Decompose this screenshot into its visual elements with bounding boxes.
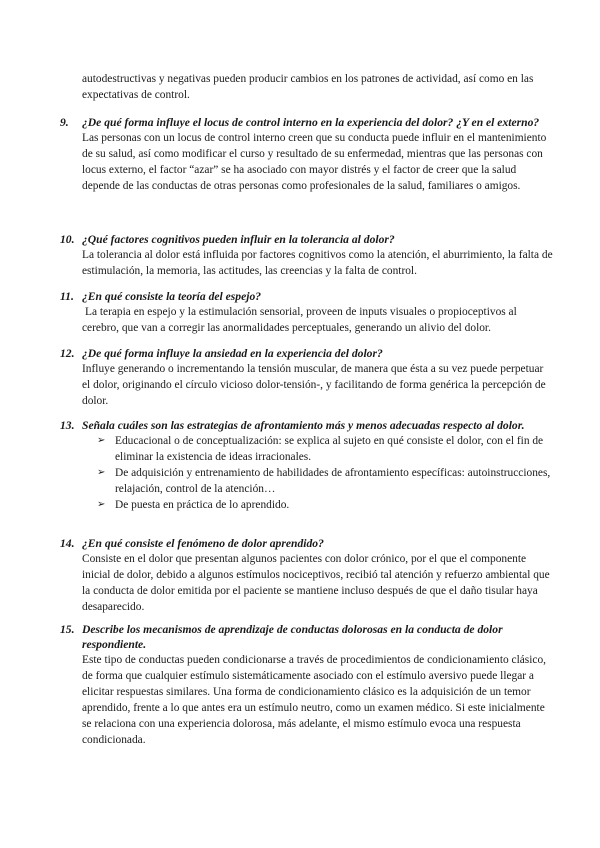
question-title: ¿En qué consiste el fenómeno de dolor aprendido?	[82, 537, 324, 550]
question-heading	[0, 536, 554, 551]
question-answer: Influye generando o incrementando la tensión muscular, de manera que ésta a su vez puede perpetuar el dolor, originando el círculo vicioso dolor-tensión-, y facilitando de forma genérica la percepción de dolor.	[82, 363, 546, 407]
question-10	[0, 232, 600, 279]
question-number: 15.	[60, 623, 75, 636]
question-heading	[0, 622, 554, 652]
question-title: ¿Qué factores cognitivos pueden influir en la tolerancia al dolor?	[82, 233, 395, 246]
arrowhead-bullet-icon: ➢	[97, 435, 106, 446]
question-title: ¿De qué forma influye la ansiedad en la experiencia del dolor?	[82, 347, 383, 360]
strategy-list	[0, 433, 555, 513]
list-item: ➢ De puesta en práctica de lo aprendido.	[97, 499, 290, 511]
question-15	[0, 622, 600, 748]
list-item: ➢ Educacional o de conceptualización: se explica al sujeto en qué consiste el dolor, con el fin de eliminar la existencia de ideas irracionales.	[97, 435, 544, 463]
question-title: Describe los mecanismos de aprendizaje de conductas dolorosas en la conducta de dolor respondiente.	[82, 623, 503, 651]
question-number: 10.	[60, 233, 75, 246]
question-title: Señala cuáles son las estrategias de afrontamiento más y menos adecuadas respecto al dolor.	[82, 419, 525, 432]
question-number: 14.	[60, 537, 75, 550]
question-12	[0, 346, 600, 409]
question-answer: Las personas con un locus de control interno creen que su conducta puede influir en el mantenimiento de su salud, así como modificar el curso y resultado de su enfermedad, mientras que las personas con locus externo, el factor “azar” se ha asociado con mayor distrés y el factor de creer que la salud depende de las conductas de otras personas como profesionales de la salud, familiares o amigos.	[82, 132, 547, 192]
question-heading	[0, 346, 554, 361]
question-11	[0, 289, 600, 336]
question-answer: La tolerancia al dolor está influida por factores cognitivos como la atención, el aburrimiento, la falta de estimulación, la memoria, las actitudes, las creencias y la falta de control.	[82, 249, 553, 277]
arrowhead-bullet-icon: ➢	[97, 499, 106, 510]
question-heading	[0, 115, 554, 130]
question-number: 9.	[60, 116, 69, 129]
arrowhead-bullet-icon: ➢	[97, 467, 106, 478]
question-14	[0, 536, 600, 615]
question-answer: Consiste en el dolor que presentan algunos pacientes con dolor crónico, por el que el componente inicial de dolor, debido a algunos estímulos nociceptivos, recibió tal atención y refuerzo ambiental que la conducta de dolor emitida por el paciente se mantiene incluso después de que el daño tisular haya desaparecido.	[82, 553, 550, 613]
question-title: ¿De qué forma influye el locus de control interno en la experiencia del dolor? ¿Y en el externo?	[82, 116, 540, 129]
list-item: ➢ De adquisición y entrenamiento de habilidades de afrontamiento específicas: autoinstrucciones, relajación, control de la atención…	[97, 467, 551, 495]
intro-paragraph: autodestructivas y negativas pueden producir cambios en los patrones de actividad, así como en las expectativas de control.	[82, 73, 534, 101]
question-13	[0, 418, 600, 513]
question-answer: La terapia en espejo y la estimulación sensorial, proveen de inputs visuales o propioceptivos al cerebro, que van a corregir las anormalidades perceptuales, generando un alivio del dolor.	[82, 306, 517, 334]
question-heading	[0, 289, 554, 304]
question-number: 13.	[60, 419, 75, 432]
question-title: ¿En qué consiste la teoría del espejo?	[82, 290, 262, 303]
question-heading	[0, 418, 554, 433]
question-number: 12.	[60, 347, 75, 360]
question-number: 11.	[60, 290, 74, 303]
question-heading	[0, 232, 554, 247]
question-answer: Este tipo de conductas pueden condicionarse a través de procedimientos de condicionamiento clásico, de forma que cualquier estímulo sistemáticamente asociado con el estímulo aversivo puede llegar a elicitar respuestas similares. Una forma de condicionamiento clásico es la adquisición de un temor aprendido, frente a lo que antes era un estímulo neutro, como un examen médico. Si este inicialmente se relaciona con una experiencia dolorosa, más adelante, el mismo estímulo evoca una respuesta condicionada.	[82, 654, 547, 746]
question-9	[0, 115, 600, 194]
